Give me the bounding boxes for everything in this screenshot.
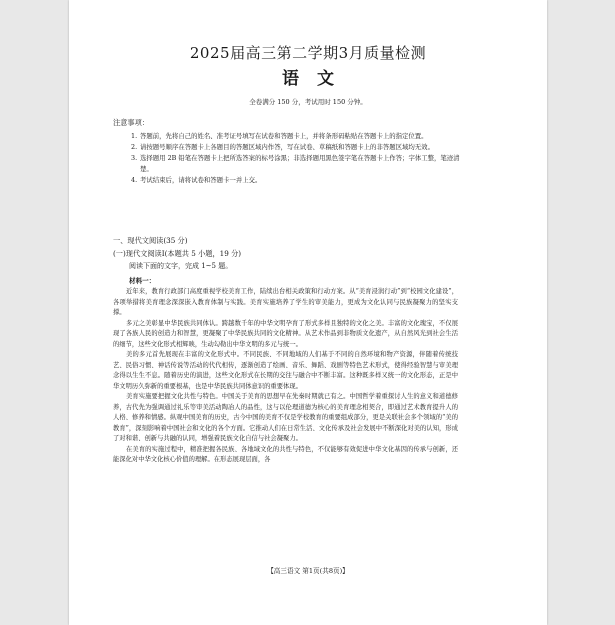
exam-title: 2025届高三第二学期3月质量检测 — [189, 44, 427, 62]
document-page — [69, 0, 547, 625]
subject-title: 语文 — [282, 69, 352, 89]
notes-item — [131, 142, 461, 153]
notes-item-number: 3. — [131, 154, 138, 162]
passage-paragraph: 美育实施要把握文化共性与特色。中国关于美育的思想早在先秦时期就已有之。中国哲学着重探讨人生的意义和道德修养，古代先为强调通过礼乐等审美活动陶冶人的品性，这与以伦理道德为核心的美育理念相契合，即通过艺术教育提升人的人格、修养和情感。纵观中国美育的历史，古今中国的美育不仅是学校教育的重要组成部分，更是关联社会多个领域的“美的教育”，深刻影响着中国社会和文化的各个方面。它推动人们在日常生活、文化传承及社会发展中不断深化对美的认知，形成了对和谐、创新与共融的认同，增强着民族文化自信与社会凝聚力。 — [113, 393, 458, 442]
notes-item-text: 考试结束后，请将试卷和答题卡一并上交。 — [140, 176, 262, 184]
page-footer: 【高三语文 第1页(共8页)】 — [267, 567, 349, 575]
passage-paragraph: 美的多元首先展现在丰富的文化形式中。不同民族、不同地域的人们基于不同的自然环境和物产资源，伴随着传统技艺、民俗习惯、神话传说等活动的代代相传，逐渐创造了绘画、音乐、舞蹈、戏剧等特色艺术形式，使得经验智慧与审美理念得以生生不息。随着历史的演进，这些文化形式在长期的交往与融合中不断丰富。这种既多样又统一的文化形态，正是中华文明历久弥新的重要根基，也是中华民族共同体意识的重要体现。 — [113, 351, 458, 390]
notes-heading: 注意事项： — [113, 118, 149, 127]
reading-instruction: 阅读下面的文字，完成 1~5 题。 — [129, 262, 233, 270]
passage-paragraph: 近年来，教育行政部门高度重视学校美育工作，陆续出台相关政策和行动方案。从“美育浸润行动”到“校园文化建设”，各项举措将美育理念深深嵌入教育体制与实践。美育实施培养了学生的审美能力，更成为文化认同与民族凝聚力的坚实支撑。 — [113, 288, 458, 316]
score-note: 全卷满分 150 分，考试用时 150 分钟。 — [249, 98, 367, 106]
material-label: 材料一： — [129, 277, 156, 285]
passage-body — [113, 287, 458, 466]
notes-item-text: 选择题用 2B 铅笔在答题卡上把所选答案的标号涂黑；非选择题用黑色签字笔在答题卡上作答；字体工整，笔迹清楚。 — [140, 154, 460, 173]
notes-item — [131, 153, 461, 175]
section-heading: 一、现代文阅读(35 分) — [113, 236, 188, 245]
notes-item — [131, 175, 461, 186]
notes-item-text: 请按题号顺序在答题卡上各题目的答题区域内作答，写在试卷、草稿纸和答题卡上的非答题区域均无效。 — [140, 143, 434, 151]
notes-list — [131, 131, 461, 186]
notes-item-number: 2. — [131, 143, 138, 151]
notes-item-number: 4. — [131, 176, 138, 184]
notes-item-number: 1. — [131, 132, 138, 140]
passage-paragraph: 多元之美彰显中华民族共同体认。跨越数千年的中华文明孕育了形式多样且独特的文化之美。丰富的文化瑰宝，不仅展现了各族人民的创造力和智慧，更凝聚了中华民族共同的文化精神。从艺术作品到非物质文化遗产，从自然风光到社会生活的细节，这些文化形式相辉映，生动勾勒出中华文明的多元与统一。 — [113, 319, 458, 348]
notes-item — [131, 131, 461, 142]
passage-paragraph: 在美育的实施过程中，精准把握各民族、各地域文化的共性与特色，不仅能够有效促进中华文化基因的传承与创新，还能深化对中华文化核心价值的理解。在形态展现层面，各 — [113, 445, 458, 463]
notes-item-text: 答题前，先将自己的姓名、准考证号填写在试卷和答题卡上，并将条形码粘贴在答题卡上的指定位置。 — [140, 132, 428, 140]
subsection-heading: (一)现代文阅读Ⅰ(本题共 5 小题，19 分) — [113, 249, 242, 258]
